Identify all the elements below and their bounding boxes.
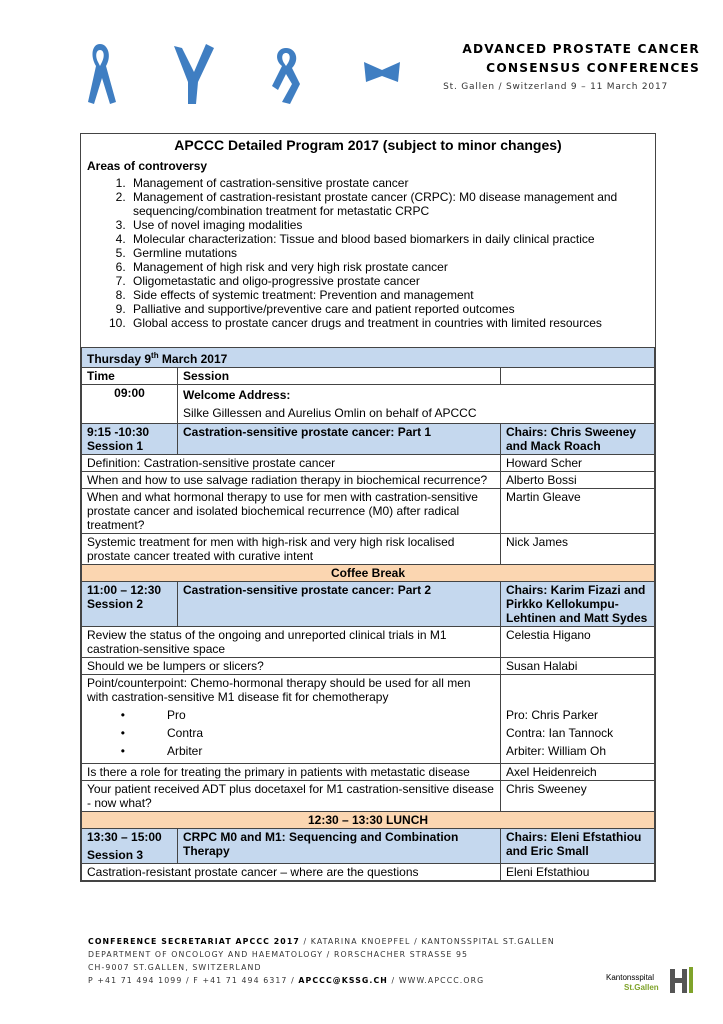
session-row: [82, 424, 655, 455]
talk-speaker: Chris Sweeney: [501, 781, 655, 812]
debate-topic: Point/counterpoint: Chemo-hormonal therapy should be used for all men with castration-sensitive M1 disease fit for chemotherapy: [87, 676, 471, 704]
lunch-break: 12:30 – 13:30 LUNCH: [82, 812, 655, 829]
hospital-logo: [606, 965, 696, 995]
debate-cell: [82, 675, 501, 764]
session-label: Session 3: [87, 848, 144, 862]
footer-email-link[interactable]: APCCC@KSSG.CH: [298, 976, 388, 985]
footer: [88, 935, 555, 987]
talk-topic: Should we be lumpers or slicers?: [82, 658, 501, 675]
talk-topic: Castration-resistant prostate cancer – where are the questions: [82, 864, 501, 881]
ribbon-icon-2: [174, 44, 214, 104]
welcome-cell: [178, 385, 655, 424]
debate-item: [87, 708, 495, 726]
area-item: 2. Management of castration-resistant prostate cancer (CRPC): M0 disease management and sequencing/combination treatment for metastatic CRPC: [129, 190, 655, 218]
footer-line2: DEPARTMENT OF ONCOLOGY AND HAEMATOLOGY / RORSCHACHER STRASSE 95: [88, 950, 469, 959]
conference-title: [430, 40, 700, 78]
session-label: Session 2: [87, 597, 144, 611]
logo-text-line2: St.Gallen: [624, 983, 659, 992]
session-time: [82, 582, 178, 627]
debate-speaker: Contra: Ian Tannock: [506, 726, 614, 740]
talk-row: [82, 764, 655, 781]
talk-topic: Your patient received ADT plus docetaxel for M1 castration-sensitive disease - now what?: [82, 781, 501, 812]
debate-item-label: Arbiter: [167, 744, 203, 758]
session-chairs: Chairs: Karim Fizazi and Pirkko Kellokumpu-Lehtinen and Matt Sydes: [501, 582, 655, 627]
conference-title-line1: ADVANCED PROSTATE CANCER: [462, 42, 700, 56]
talk-row: [82, 658, 655, 675]
welcome-row: [82, 385, 655, 424]
talk-speaker: Alberto Bossi: [501, 472, 655, 489]
area-item: 1. Management of castration-sensitive prostate cancer: [129, 176, 655, 190]
talk-speaker: Howard Scher: [501, 455, 655, 472]
footer-phone-fax: P +41 71 494 1099 / F +41 71 494 6317 /: [88, 976, 299, 985]
session-title: Castration-sensitive prostate cancer: Part 1: [178, 424, 501, 455]
area-item: 7. Oligometastatic and oligo-progressive prostate cancer: [129, 274, 655, 288]
area-item: 9. Palliative and supportive/preventive care and patient reported outcomes: [129, 302, 655, 316]
bullet-icon: •: [120, 708, 125, 722]
talk-topic: When and how to use salvage radiation therapy in biochemical recurrence?: [82, 472, 501, 489]
ribbon-icon-1: [88, 44, 116, 104]
day-heading: [82, 348, 655, 368]
area-item: 5. Germline mutations: [129, 246, 655, 260]
logo-text-line1: Kantonsspital: [606, 973, 655, 982]
session-chairs: Chairs: Eleni Efstathiou and Eric Small: [501, 829, 655, 864]
session-time: [82, 424, 178, 455]
talk-topic: Systemic treatment for men with high-risk and very high risk localised prostate cancer treated with curative intent: [82, 534, 501, 565]
session-title: Castration-sensitive prostate cancer: Part 2: [178, 582, 501, 627]
footer-line1: [88, 935, 555, 948]
talk-speaker: Susan Halabi: [501, 658, 655, 675]
talk-row: [82, 534, 655, 565]
bullet-icon: •: [120, 744, 125, 758]
talk-row: [82, 489, 655, 534]
debate-list: [87, 708, 495, 762]
schedule-table: [81, 347, 655, 881]
area-item: 10. Global access to prostate cancer drugs and treatment in countries with limited resources: [129, 316, 655, 330]
talk-topic: Review the status of the ongoing and unreported clinical trials in M1 castration-sensitive space: [82, 627, 501, 658]
bullet-icon: •: [120, 726, 125, 740]
talk-topic: Definition: Castration-sensitive prostate cancer: [82, 455, 501, 472]
day-heading-prefix: Thursday 9: [87, 352, 152, 366]
ribbon-icon-3: [272, 48, 300, 104]
awareness-ribbons-logo: [86, 38, 416, 108]
welcome-time: 09:00: [82, 385, 178, 424]
debate-speakers: [501, 675, 655, 764]
day-row: [82, 348, 655, 368]
session-row: [82, 829, 655, 864]
debate-item: [87, 744, 495, 762]
footer-line3: CH-9007 ST.GALLEN, SWITZERLAND: [88, 963, 262, 972]
session-time-value: 9:15 -10:30: [87, 425, 150, 439]
area-item: 3. Use of novel imaging modalities: [129, 218, 655, 232]
footer-line4: [88, 974, 555, 987]
conference-subtitle: St. Gallen / Switzerland 9 – 11 March 2017: [443, 82, 668, 92]
talk-row: [82, 455, 655, 472]
header-row: [82, 368, 655, 385]
footer-secretariat: CONFERENCE SECRETARIAT APCCC 2017: [88, 937, 300, 946]
talk-row: [82, 472, 655, 489]
talk-row: [82, 864, 655, 881]
talk-row: [82, 781, 655, 812]
talk-speaker: Nick James: [501, 534, 655, 565]
footer-website-link[interactable]: / WWW.APCCC.ORG: [387, 976, 485, 985]
talk-topic: When and what hormonal therapy to use for men with castration-sensitive prostate cancer and isolated biochemical recurrence (M0) after radical treatment?: [82, 489, 501, 534]
debate-speaker: Pro: Chris Parker: [506, 708, 599, 722]
debate-item-label: Pro: [167, 708, 186, 722]
talk-speaker: Celestia Higano: [501, 627, 655, 658]
break-row: [82, 812, 655, 829]
break-row: [82, 565, 655, 582]
program-box: [80, 133, 656, 882]
footer-contact-name: / KATARINA KNOEPFEL / KANTONSSPITAL ST.GALLEN: [299, 937, 555, 946]
talk-speaker: Axel Heidenreich: [501, 764, 655, 781]
area-item: 6. Management of high risk and very high risk prostate cancer: [129, 260, 655, 274]
col-empty: [501, 368, 655, 385]
col-time: Time: [82, 368, 178, 385]
ribbon-icon-4: [364, 62, 400, 82]
session-chairs: Chairs: Chris Sweeney and Mack Roach: [501, 424, 655, 455]
area-item: 8. Side effects of systemic treatment: Prevention and management: [129, 288, 655, 302]
talk-topic: Is there a role for treating the primary in patients with metastatic disease: [82, 764, 501, 781]
session-title: CRPC M0 and M1: Sequencing and Combination Therapy: [178, 829, 501, 864]
col-session: Session: [178, 368, 501, 385]
hospital-logo-icon: [666, 965, 696, 995]
debate-speaker: Arbiter: William Oh: [506, 744, 607, 758]
areas-list: [81, 176, 655, 330]
session-time-value: 13:30 – 15:00: [87, 830, 162, 844]
debate-item: [87, 726, 495, 744]
area-item: 4. Molecular characterization: Tissue and blood based biomarkers in daily clinical practice: [129, 232, 655, 246]
day-heading-suffix: March 2017: [158, 352, 228, 366]
day-heading-sup: th: [151, 351, 159, 360]
coffee-break: Coffee Break: [82, 565, 655, 582]
session-row: [82, 582, 655, 627]
talk-speaker: Martin Gleave: [501, 489, 655, 534]
session-time-value: 11:00 – 12:30: [87, 583, 162, 597]
welcome-title: Welcome Address:: [183, 388, 291, 402]
talk-row: [82, 627, 655, 658]
program-title: APCCC Detailed Program 2017 (subject to minor changes): [174, 137, 562, 153]
debate-row: [82, 675, 655, 764]
talk-speaker: Eleni Efstathiou: [501, 864, 655, 881]
session-time: [82, 829, 178, 864]
debate-item-label: Contra: [167, 726, 204, 740]
welcome-desc: Silke Gillessen and Aurelius Omlin on behalf of APCCC: [183, 406, 477, 420]
conference-title-line2: CONSENSUS CONFERENCES: [486, 61, 700, 75]
session-label: Session 1: [87, 439, 144, 453]
areas-title: Areas of controversy: [87, 159, 208, 173]
